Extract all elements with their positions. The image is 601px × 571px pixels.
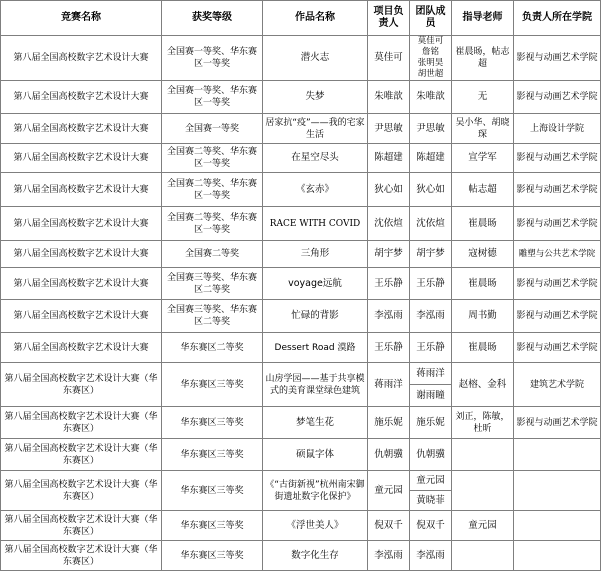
lead-cell: 陈超建 (368, 144, 410, 173)
team-cell: 仇朝骥 (410, 439, 452, 471)
advisor-cell: 周书勤 (452, 300, 514, 333)
competition-cell: 第八届全国高校数字艺术设计大赛（华东赛区） (1, 471, 162, 511)
team-member: 张明昊 (417, 58, 444, 68)
advisor-cell: 童元园 (452, 511, 514, 541)
competition-cell: 第八届全国高校数字艺术设计大赛（华东赛区） (1, 407, 162, 439)
lead-cell: 蒋雨洋 (368, 363, 410, 407)
competition-cell: 第八届全国高校数字艺术设计大赛 (1, 114, 162, 144)
school-cell: 影视与动画艺术学院 (514, 173, 601, 207)
team-cell: 陈超建 (410, 144, 452, 173)
advisor-cell (452, 541, 514, 571)
lead-cell: 童元园 (368, 471, 410, 511)
advisor-cell: 崔晨旸，帖志超 (452, 36, 514, 81)
work-cell: 梦笔生花 (263, 407, 368, 439)
team-cell (410, 36, 452, 81)
table-row (1, 114, 601, 144)
table-row (1, 36, 601, 81)
competition-cell: 第八届全国高校数字艺术设计大赛 (1, 300, 162, 333)
table-row (1, 333, 601, 363)
team-member: 胡世超 (417, 69, 444, 79)
team-cell: 朱唯歆 (410, 81, 452, 114)
competition-cell: 第八届全国高校数字艺术设计大赛 (1, 241, 162, 268)
work-cell: 《浮世美人》 (263, 511, 368, 541)
advisor-cell: 崔晨旸 (452, 268, 514, 300)
work-cell: 居家抗“疫”——我的宅家生活 (263, 114, 368, 144)
work-cell: Dessert Road 漠路 (263, 333, 368, 363)
work-cell: 潜火志 (263, 36, 368, 81)
school-cell (514, 471, 601, 511)
team-cell: 沈依煊 (410, 207, 452, 241)
table-row (1, 241, 601, 268)
award-cell: 全国赛一等奖 (162, 114, 263, 144)
advisor-cell: 帖志超 (452, 173, 514, 207)
school-cell: 建筑艺术学院 (514, 363, 601, 407)
award-cell: 华东赛区二等奖 (162, 333, 263, 363)
table-row (1, 407, 601, 439)
team-cell: 施乐妮 (410, 407, 452, 439)
header-team: 团队成员 (410, 1, 452, 36)
competition-cell: 第八届全国高校数字艺术设计大赛（华东赛区） (1, 541, 162, 571)
team-member: 詹铭 (421, 47, 439, 57)
award-cell: 华东赛区三等奖 (162, 439, 263, 471)
advisor-cell: 崔晨旸 (452, 207, 514, 241)
school-cell: 影视与动画艺术学院 (514, 268, 601, 300)
award-cell: 华东赛区三等奖 (162, 407, 263, 439)
school-cell: 影视与动画艺术学院 (514, 207, 601, 241)
table-row (1, 471, 601, 511)
competition-cell: 第八届全国高校数字艺术设计大赛 (1, 333, 162, 363)
work-cell: 《玄赤》 (263, 173, 368, 207)
team-cell: 尹思敏 (410, 114, 452, 144)
header-advisor: 指导老师 (452, 1, 514, 36)
work-cell: 在星空尽头 (263, 144, 368, 173)
advisor-cell: 崔晨旸 (452, 333, 514, 363)
team-cell: 倪双千 (410, 511, 452, 541)
lead-cell: 胡宇梦 (368, 241, 410, 268)
competition-cell: 第八届全国高校数字艺术设计大赛 (1, 268, 162, 300)
work-cell: 忙碌的背影 (263, 300, 368, 333)
team-cell: 王乐静 (410, 268, 452, 300)
competition-cell: 第八届全国高校数字艺术设计大赛 (1, 173, 162, 207)
work-cell: voyage远航 (263, 268, 368, 300)
award-cell: 华东赛区三等奖 (162, 511, 263, 541)
team-cell: 胡宇梦 (410, 241, 452, 268)
school-cell: 雕塑与公共艺术学院 (514, 241, 601, 268)
competition-cell: 第八届全国高校数字艺术设计大赛 (1, 207, 162, 241)
team-member: 黄晓菲 (410, 490, 451, 510)
advisor-cell (452, 439, 514, 471)
competition-cell: 第八届全国高校数字艺术设计大赛（华东赛区） (1, 511, 162, 541)
work-cell: 硕鼠字体 (263, 439, 368, 471)
award-cell: 全国赛一等奖、华东赛区一等奖 (162, 81, 263, 114)
school-cell: 上海设计学院 (514, 114, 601, 144)
award-cell: 华东赛区三等奖 (162, 363, 263, 407)
team-member: 谢雨瞳 (410, 384, 451, 406)
lead-cell: 朱唯歆 (368, 81, 410, 114)
lead-cell: 李泓雨 (368, 300, 410, 333)
school-cell: 影视与动画艺术学院 (514, 300, 601, 333)
table-row (1, 363, 601, 407)
award-cell: 全国赛二等奖 (162, 241, 263, 268)
school-cell: 影视与动画艺术学院 (514, 407, 601, 439)
competition-cell: 第八届全国高校数字艺术设计大赛（华东赛区） (1, 363, 162, 407)
table-row (1, 173, 601, 207)
lead-cell: 莫佳可 (368, 36, 410, 81)
school-cell: 影视与动画艺术学院 (514, 144, 601, 173)
advisor-cell: 赵榕、金科 (452, 363, 514, 407)
school-cell (514, 541, 601, 571)
table-row (1, 541, 601, 571)
lead-cell: 仇朝骥 (368, 439, 410, 471)
team-cell: 李泓雨 (410, 300, 452, 333)
lead-cell: 王乐静 (368, 268, 410, 300)
header-competition: 竞赛名称 (1, 1, 162, 36)
work-cell: 《“古街新视”杭州南宋御街遗址数字化保护》 (263, 471, 368, 511)
table-row (1, 511, 601, 541)
team-cell (410, 471, 452, 511)
team-cell: 李泓雨 (410, 541, 452, 571)
award-cell: 全国赛二等奖、华东赛区一等奖 (162, 207, 263, 241)
advisor-cell: 吴小华、胡晓琛 (452, 114, 514, 144)
work-cell: RACE WITH COVID (263, 207, 368, 241)
work-cell: 数字化生存 (263, 541, 368, 571)
team-member: 莫佳可 (417, 36, 444, 46)
lead-cell: 倪双千 (368, 511, 410, 541)
header-work: 作品名称 (263, 1, 368, 36)
work-cell: 山房学园——基于共享模式的美育课堂绿色建筑 (263, 363, 368, 407)
school-cell (514, 511, 601, 541)
team-cell: 狄心如 (410, 173, 452, 207)
lead-cell: 狄心如 (368, 173, 410, 207)
header-row (1, 1, 601, 36)
header-school: 负责人所在学院 (514, 1, 601, 36)
competition-cell: 第八届全国高校数字艺术设计大赛（华东赛区） (1, 439, 162, 471)
school-cell: 影视与动画艺术学院 (514, 333, 601, 363)
school-cell: 影视与动画艺术学院 (514, 81, 601, 114)
advisor-cell: 寇树德 (452, 241, 514, 268)
team-cell (410, 363, 452, 407)
header-lead: 项目负责人 (368, 1, 410, 36)
team-member: 蒋雨洋 (416, 368, 445, 379)
advisor-cell: 刘正，陈敏，杜昕 (452, 407, 514, 439)
lead-cell: 沈依煊 (368, 207, 410, 241)
work-cell: 三角形 (263, 241, 368, 268)
school-cell: 影视与动画艺术学院 (514, 36, 601, 81)
table-row (1, 144, 601, 173)
award-cell: 全国赛三等奖、华东赛区二等奖 (162, 268, 263, 300)
award-cell: 华东赛区三等奖 (162, 471, 263, 511)
table-row (1, 207, 601, 241)
table-row (1, 300, 601, 333)
table-row (1, 268, 601, 300)
team-cell: 王乐静 (410, 333, 452, 363)
school-cell (514, 439, 601, 471)
team-member: 童元园 (416, 475, 445, 486)
award-cell: 全国赛二等奖、华东赛区一等奖 (162, 173, 263, 207)
header-award: 获奖等级 (162, 1, 263, 36)
table-row (1, 81, 601, 114)
award-cell: 华东赛区三等奖 (162, 541, 263, 571)
work-cell: 失梦 (263, 81, 368, 114)
advisor-cell: 宣学军 (452, 144, 514, 173)
advisor-cell: 无 (452, 81, 514, 114)
award-cell: 全国赛一等奖、华东赛区一等奖 (162, 36, 263, 81)
lead-cell: 尹思敏 (368, 114, 410, 144)
award-cell: 全国赛三等奖、华东赛区二等奖 (162, 300, 263, 333)
lead-cell: 李泓雨 (368, 541, 410, 571)
lead-cell: 施乐妮 (368, 407, 410, 439)
award-cell: 全国赛二等奖、华东赛区一等奖 (162, 144, 263, 173)
competition-cell: 第八届全国高校数字艺术设计大赛 (1, 36, 162, 81)
competition-cell: 第八届全国高校数字艺术设计大赛 (1, 144, 162, 173)
table-row (1, 439, 601, 471)
advisor-cell (452, 471, 514, 511)
competition-cell: 第八届全国高校数字艺术设计大赛 (1, 81, 162, 114)
lead-cell: 王乐静 (368, 333, 410, 363)
